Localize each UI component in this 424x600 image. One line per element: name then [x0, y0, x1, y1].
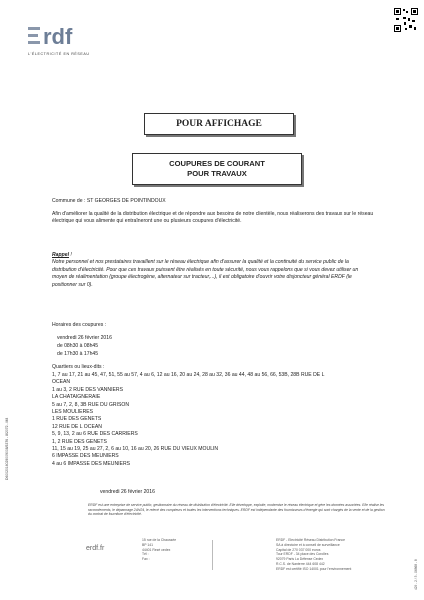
company-line: Capital de 270 037 000 euros	[276, 547, 321, 552]
address-item: 1, 2 RUE DES GENETS	[52, 438, 107, 445]
company-line: ERDF - Electricité Réseau Distribution France	[276, 538, 345, 542]
erdf-logo	[28, 24, 108, 62]
logo-tagline: L'ÉLECTRICITÉ EN RÉSEAU	[28, 52, 90, 56]
address-line: 15 rue de la Chaussée	[142, 538, 177, 542]
address-item: 5, 9, 13, 2 au 6 RUE DES CARRIERS	[52, 431, 138, 438]
address-item: 11, 15 au 19, 25 au 27, 2, 6 au 10, 16 au 20, 26 RUE DU VIEUX MOULIN	[52, 446, 219, 453]
svg-text:rdf: rdf	[43, 24, 73, 49]
address-item: OCEAN	[52, 379, 71, 386]
quartiers-label: Quartiers ou lieux-dits :	[52, 364, 105, 370]
company-info-block	[276, 538, 351, 572]
intro-paragraph: Afin d'améliorer la qualité de la distribution électrique et de répondre aux besoins de notre clientèle, nous réaliserons des travaux sur le réseau électrique qui vous alimente qui entraîneront une ou plusieurs coupures d'électricité.	[52, 211, 374, 225]
address-item: 1 RUE DES GENETS	[52, 416, 102, 423]
horaires-label: Horaires des coupures :	[52, 322, 107, 328]
address-block	[142, 538, 176, 562]
address-line: 44401 Rezé cedex	[142, 547, 171, 552]
address-line: Fax :	[142, 557, 150, 562]
rappel-title: Rappel	[52, 252, 69, 258]
qr-code-icon	[394, 8, 418, 32]
address-item: 4 au 6 IMPASSE DES MEUNIERS	[52, 460, 131, 467]
address-item: 1 au 3, 2 RUE DES VANNIERS	[52, 386, 123, 393]
address-item: 6 IMPASSE DES MEUNIERS	[52, 453, 119, 460]
address-line: Tél :	[142, 552, 149, 557]
company-line: Tour ERDF - 34 place des Corolles	[276, 552, 329, 557]
erdf-site-logo: erdf.fr	[86, 545, 105, 552]
side-reference: D6002016029009008/3376 - 8/2072 - M8	[5, 417, 9, 480]
rappel-block: Rappel ! Notre personnel et nos prestataires travaillent sur le réseau électrique afin d'assurer la qualité et la continuité du service public de la distribution d'électricité. Pour que ces travaux puissent être réalisés en toute sécurité, nous vous rappelons que si vous devez utiliser un moyen de réalimentation (groupe électrogène, alternateur sur tracteur,...), il est obligatoire d'ouvrir votre disjoncteur général ERDF (le positionner sur 0).	[52, 252, 374, 289]
right-side-reference: 429 - 2 / 3 - 06868 - 8	[414, 559, 418, 590]
company-line: 92079 Paris La Défense Cedex	[276, 557, 324, 562]
address-item: LES MOULIERES	[52, 409, 94, 416]
time-slot-1: de 08h30 à 08h45	[57, 343, 99, 349]
coupure-date: vendredi 26 février 2016	[57, 335, 112, 341]
company-line: R.C.S. de Nanterre 444 608 442	[276, 561, 325, 566]
footer-divider	[212, 540, 213, 570]
address-item: LA CHATAIGNERAIE	[52, 394, 101, 401]
company-line: ERDF est certifié ISO 14001 pour l'environnement	[276, 566, 352, 571]
footer-date: vendredi 26 février 2016	[100, 489, 155, 495]
erdf-legal-note: ERDF est une entreprise de service public, gestionnaire du réseau de distribution d'électricité. Elle développe, exploite, modernise le réseau électrique et gère les données associées. Elle réalise les raccordements, le dépannage 24h/24, le relevé des compteurs et toutes les interventions techniques. ERDF est indépendante des fournisseurs d'énergie qui sont chargés de la vente et de la gestion du contrat de fourniture d'électricité.	[88, 503, 385, 517]
coupures-title-box	[132, 153, 302, 185]
address-item: 1, 7 au 17, 21 au 45, 47, 51, 55 au 57, 4 au 6, 12 au 16, 20 au 24, 28 au 32, 36 au 44, 48 au 56, 66, 53B, 28B RUE DE L	[52, 372, 325, 378]
time-slot-2: de 17h30 à 17h45	[57, 351, 99, 357]
address-item: 5 au 7, 2, 8, 3B RUE DU GRISON	[52, 401, 130, 408]
coupures-line2: POUR TRAVAUX	[187, 169, 247, 178]
rappel-text: Notre personnel et nos prestataires travaillent sur le réseau électrique afin d'assurer la qualité et la continuité du service public de la distribution d'électricité. Pour que ces travaux puissent être réalisés en toute sécurité, nous vous rappelons que si vous devez utiliser un moyen de réalimentation (groupe électrogène, alternateur sur tracteur,...), il est obligatoire d'ouvrir votre disjoncteur général ERDF (le positionner sur 0).	[52, 259, 359, 288]
commune-line: Commune de : ST GEORGES DE POINTINDOUX	[52, 198, 166, 204]
address-item: 12 RUE DE L OCEAN	[52, 423, 102, 430]
address-line: BP 141	[142, 542, 154, 547]
coupures-line1: COUPURES DE COURANT	[169, 159, 265, 168]
address-list	[52, 372, 374, 468]
company-line: SA à directoire et à conseil de surveillance	[276, 542, 340, 547]
pour-affichage-title: POUR AFFICHAGE	[144, 113, 294, 135]
